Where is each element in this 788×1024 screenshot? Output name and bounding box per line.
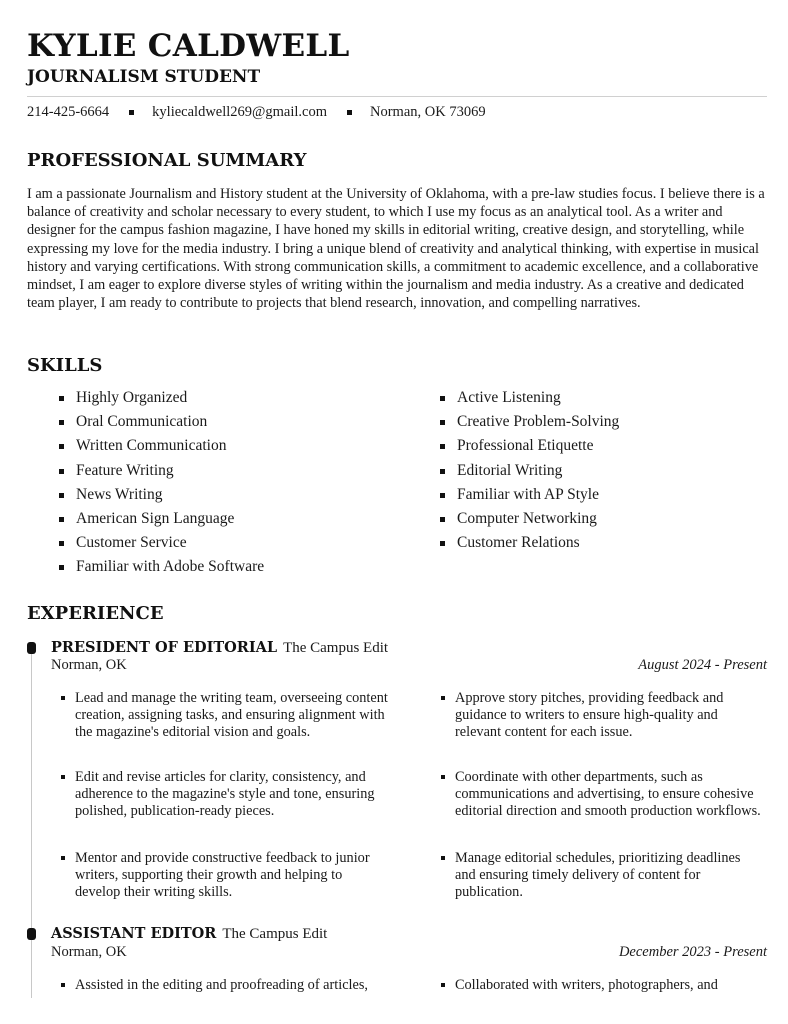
skills-list-left	[59, 386, 264, 580]
candidate-name: KYLIE CALDWELL	[27, 28, 350, 64]
job-organization: The Campus Edit	[283, 640, 389, 656]
candidate-title: JOURNALISM STUDENT	[27, 67, 261, 87]
timeline-marker	[27, 928, 36, 940]
phone-number: 214-425-6664	[27, 104, 110, 120]
job-title-line	[51, 925, 327, 943]
separator-dot	[347, 110, 352, 115]
skills-list-right	[440, 386, 619, 555]
skill-item: Creative Problem-Solving	[440, 410, 619, 434]
experience-timeline	[31, 648, 32, 998]
job-bullet: Edit and revise articles for clarity, consistency, and adherence to the magazine's style and tone, ensuring polished, publication-ready pieces.	[61, 769, 391, 819]
skill-item: Customer Relations	[440, 531, 619, 555]
job-location: Norman, OK	[51, 944, 127, 960]
job-bullet: Assisted in the editing and proofreading of articles,	[61, 977, 391, 994]
skill-item: Computer Networking	[440, 507, 619, 531]
job-dates: August 2024 - Present	[638, 657, 767, 673]
job-title-line	[51, 639, 388, 657]
skill-item: Familiar with AP Style	[440, 483, 619, 507]
job-bullet: Lead and manage the writing team, overseeing content creation, assigning tasks, and ensuring alignment with the magazine's editorial vision and goals.	[61, 690, 391, 740]
skill-item: Active Listening	[440, 386, 619, 410]
header-divider	[27, 96, 767, 97]
summary-heading: PROFESSIONAL SUMMARY	[27, 150, 307, 171]
experience-heading: EXPERIENCE	[27, 603, 164, 624]
timeline-marker	[27, 642, 36, 654]
job-dates: December 2023 - Present	[618, 944, 767, 960]
job-organization: The Campus Edit	[222, 926, 328, 942]
skill-item: Familiar with Adobe Software	[59, 555, 264, 579]
skill-item: Customer Service	[59, 531, 264, 555]
job-location: Norman, OK	[51, 657, 127, 673]
skill-item: Highly Organized	[59, 386, 264, 410]
skill-item: American Sign Language	[59, 507, 264, 531]
job-bullet: Approve story pitches, providing feedback and guidance to writers to ensure high-quality and relevant content for each issue.	[441, 690, 761, 740]
separator-dot	[129, 110, 134, 115]
skill-item: News Writing	[59, 483, 264, 507]
location: Norman, OK 73069	[370, 104, 486, 120]
skill-item: Oral Communication	[59, 410, 264, 434]
skills-heading: SKILLS	[27, 355, 103, 376]
job-bullet: Mentor and provide constructive feedback to junior writers, supporting their growth and helping to develop their writing skills.	[61, 850, 391, 900]
skill-item: Professional Etiquette	[440, 434, 619, 458]
contact-line	[27, 104, 486, 121]
job-role: PRESIDENT OF EDITORIAL	[51, 639, 278, 656]
job-bullet: Collaborated with writers, photographers, and	[441, 977, 761, 994]
summary-text: I am a passionate Journalism and History student at the University of Oklahoma, with a pre-law studies focus. I believe there is a balance of creativity and scholar necessary to every student, to which I use my focus as an analytical tool. As a writer and designer for the campus fashion magazine, I have honed my skills in editorial writing, creative design, and storytelling, while expressing my love for the media industry. I bring a unique blend of creativity and analytical thinking, with expertise in musical history and varying certifications. With strong communication skills, a commitment to academic excellence, and a collaborative mindset, I am eager to explore diverse styles of writing within the journalism and media industry. As a creative and dedicated team player, I am ready to contribute to projects that blend research, innovation, and compelling narratives.	[27, 186, 765, 312]
skill-item: Feature Writing	[59, 459, 264, 483]
job-role: ASSISTANT EDITOR	[51, 925, 217, 942]
job-bullet: Coordinate with other departments, such as communications and advertising, to ensure cohesive editorial direction and smooth production workflows.	[441, 769, 761, 819]
job-bullet: Manage editorial schedules, prioritizing deadlines and ensuring timely delivery of content for publication.	[441, 850, 761, 900]
skill-item: Written Communication	[59, 434, 264, 458]
email-address: kyliecaldwell269@gmail.com	[152, 104, 327, 120]
skill-item: Editorial Writing	[440, 459, 619, 483]
